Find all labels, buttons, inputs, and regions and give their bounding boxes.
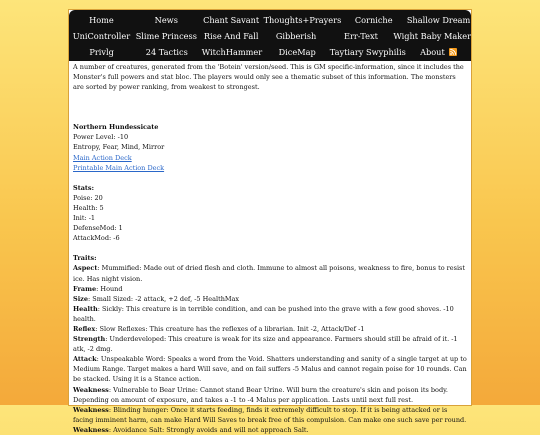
trait-frame (73, 284, 467, 294)
trait-label: Weakness (73, 385, 109, 394)
trait-text: : Avoidance Salt: Strongly avoids and will not approach Salt. (108, 425, 309, 434)
nav-link-err-text[interactable]: Err-Text (344, 31, 378, 41)
trait-label: Aspect (73, 264, 98, 273)
trait-weakness (73, 385, 467, 405)
trait-label: Frame (73, 284, 97, 293)
trait-weakness (73, 405, 467, 425)
nav-link-dicemap[interactable]: DiceMap (278, 47, 316, 57)
trait-attack (73, 354, 467, 384)
nav-row-3 (69, 44, 471, 60)
nav-row-1 (69, 12, 471, 28)
trait-size (73, 294, 467, 304)
trait-health (73, 304, 467, 324)
page-container (69, 10, 472, 434)
nav-link-home[interactable]: Home (89, 15, 114, 25)
main-content (69, 61, 471, 435)
trait-label: Attack (73, 355, 97, 364)
trait-weakness (73, 425, 467, 435)
trait-label: Reflex (73, 324, 96, 333)
nav-link-shallow-dream[interactable]: Shallow Dream (406, 15, 471, 25)
trait-aspect (73, 263, 467, 283)
trait-text: : Underdeveloped: This creature is weak for its size and appearance. Farmers should still be afraid of it. -1 atk, -2 dmg. (73, 335, 458, 354)
trait-text: : Small Sized: -2 attack, +2 def, -5 HealthMax (88, 294, 240, 303)
nav-link-news[interactable]: News (154, 15, 178, 25)
stat-defense-mod: DefenseMod: 1 (73, 224, 123, 233)
stat-attack-mod: AttackMod: -6 (73, 234, 120, 243)
nav-link-wight-baby-maker[interactable]: Wight Baby Maker (393, 31, 472, 41)
trait-label: Weakness (73, 425, 109, 434)
stat-health: Health: 5 (73, 203, 104, 212)
trait-text: : Vulnerable to Bear Urine: Cannot stand Bear Urine. Will burn the creature's skin and poison its body. Depending on amount of exposure, and takes a -1 to -4 Malus per application. Lasts until next full rest. (73, 385, 448, 404)
trait-strength (73, 334, 467, 354)
nav-link-about[interactable]: About (420, 47, 445, 57)
nav-link-privlg[interactable]: Privlg (89, 47, 114, 57)
traits-heading: Traits: (73, 254, 97, 263)
trait-text: : Sickly: This creature is in terrible condition, and can be pushed into the grave with a few good shoves. -10 health. (73, 304, 454, 323)
nav-link-slime-princess[interactable]: Slime Princess (135, 31, 197, 41)
trait-text: : Mummified: Made out of dried flesh and cloth. Immune to almost all poisons, weakness to fire, bonus to resist ice. Has night vision. (73, 264, 465, 283)
nav-link-unicontroller[interactable]: UniController (72, 31, 131, 41)
nav-link-gibberish[interactable]: Gibberish (275, 31, 317, 41)
trait-text: : Slow Reflexes: This creature has the reflexes of a librarian. Init -2, Attack/Def -1 (95, 324, 365, 333)
main-action-deck-link[interactable]: Main Action Deck (73, 153, 132, 162)
trait-label: Weakness (73, 405, 109, 414)
trait-label: Size (73, 294, 88, 303)
trait-reflex (73, 324, 467, 334)
nav-link-rise-and-fall[interactable]: Rise And Fall (203, 31, 259, 41)
creature-power-level: Power Level: -10 (73, 133, 129, 142)
nav-link-thoughts-prayers[interactable]: Thoughts+Prayers (263, 15, 342, 25)
creature-tags: Entropy, Fear, Mind, Mirror (73, 143, 165, 152)
nav-link-taytiary-swyphilis[interactable]: Taytiary Swyphilis (329, 47, 406, 57)
creature-name: Northern Hundessicate (73, 123, 159, 132)
main-navigation (69, 10, 471, 61)
intro-paragraph: A number of creatures, generated from the 'Botein' version/seed. This is GM specific-information, since it includes the Monster's full powers and stat bloc. The players would only see a thematic subset of this information. The monsters are sorted by power ranking, from weakest to strongest. (73, 63, 464, 92)
nav-link-witchhammer[interactable]: WitchHammer (201, 47, 263, 57)
stats-heading: Stats: (73, 183, 94, 192)
nav-link-corniche[interactable]: Corniche (354, 15, 393, 25)
printable-main-action-deck-link[interactable]: Printable Main Action Deck (73, 163, 165, 172)
trait-label: Health (73, 304, 98, 313)
trait-text: : Unspeakable Word: Speaks a word from the Void. Shatters understanding and sanity of a single target at up to Medium Range. Target makes a hard Will save, and on fail suffers -5 Malus and cannot regain poise for 10 rounds. Can be stacked. Using it is a Stance action. (73, 355, 467, 384)
nav-link-about-wrap (406, 44, 471, 60)
nav-link-24-tactics[interactable]: 24 Tactics (145, 47, 188, 57)
nav-link-chant-savant[interactable]: Chant Savant (203, 15, 260, 25)
stat-init: Init: -1 (73, 214, 96, 223)
stat-poise: Poise: 20 (73, 193, 103, 202)
trait-text: : Hound (96, 284, 123, 293)
trait-text: : Blinding hunger: Once it starts feeding, finds it extremely difficult to stop. If it is being attacked or is facing imminent harm, can make Hard Will Saves to break free of this compulsion. Can make one such save per round. (73, 405, 467, 424)
trait-label: Strength (73, 335, 106, 344)
nav-row-2 (69, 28, 471, 44)
rss-feed-icon[interactable] (449, 48, 457, 56)
